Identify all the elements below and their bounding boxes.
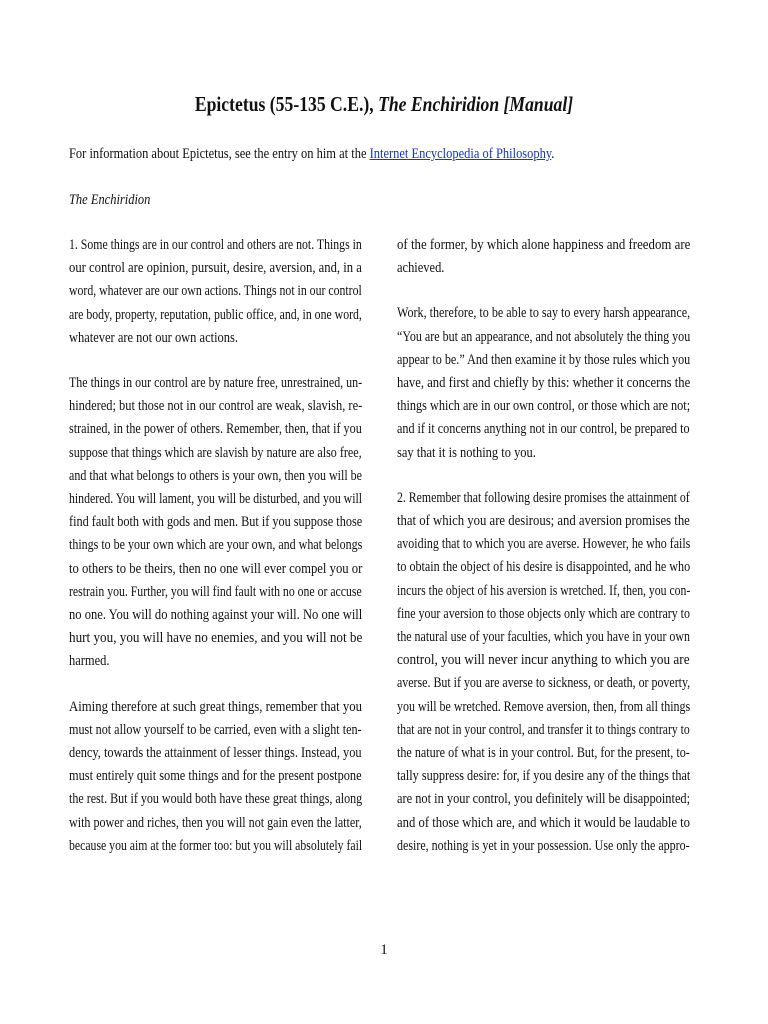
section-heading: The Enchiridion xyxy=(69,192,151,208)
paragraph xyxy=(397,302,690,464)
text-line: of the former, by which alone happiness and freedom are xyxy=(397,237,691,253)
text-line: harmed. xyxy=(69,653,110,670)
text-line: things to be your own which are your own, and what belongs xyxy=(69,537,363,554)
text-line: hindered; but those not in our control are weak, slavish, re- xyxy=(69,398,363,415)
left-column xyxy=(69,234,362,880)
text-line: no one. You will do nothing against your will. No one will xyxy=(69,607,363,624)
text-line: and of those which are, and which it would be laudable to xyxy=(397,814,691,831)
text-line: to obtain the object of his desire is disappointed, and he who xyxy=(397,559,691,576)
text-line: Work, therefore, to be able to say to every harsh appearance, xyxy=(397,305,691,322)
text-line: control, you will never incur anything to which you are xyxy=(397,652,690,669)
text-line: the nature of what is in your control. But, for the present, to- xyxy=(397,745,690,762)
title-main: Epictetus (55-135 C.E.), xyxy=(194,92,379,116)
text-line: the rest. But if you would both have these great things, along xyxy=(69,791,363,808)
paragraph xyxy=(397,234,690,280)
text-line: desire, nothing is yet in your possession. Use only the appro- xyxy=(397,837,690,854)
text-line: restrain you. Further, you will find fault with no one or accuse xyxy=(69,583,362,600)
text-line: with power and riches, then you will not gain even the latter, xyxy=(69,814,362,831)
text-line: you will be wretched. Remove aversion, then, from all things xyxy=(397,698,691,715)
text-line: hindered. You will lament, you will be disturbed, and you will xyxy=(69,491,363,508)
text-line: that of which you are desirous; and aversion promises the xyxy=(397,513,690,530)
text-line: must not allow yourself to be carried, even with a slight ten- xyxy=(69,721,362,738)
text-line: 1. Some things are in our control and others are not. Things in xyxy=(69,237,362,253)
text-line: word, whatever are our own actions. Things not in our control xyxy=(69,283,362,300)
text-line: averse. But if you are averse to sickness, or death, or poverty, xyxy=(397,675,691,692)
paragraph xyxy=(397,487,690,858)
paragraph xyxy=(69,234,362,350)
intro-text: For information about Epictetus, see the entry on him at the xyxy=(69,146,370,162)
text-line: find fault both with gods and men. But if you suppose those xyxy=(69,514,363,531)
text-line: have, and first and chiefly by this: whether it concerns the xyxy=(397,375,691,392)
text-line: that are not in your control, and transfer it to things contrary to xyxy=(397,721,690,738)
paragraph xyxy=(69,696,362,858)
right-column xyxy=(397,234,690,880)
text-line: are not in your control, you definitely will be disappointed; xyxy=(397,791,691,808)
text-line: are body, property, reputation, public office, and, in one word, xyxy=(69,306,362,323)
text-line: The things in our control are by nature free, unrestrained, un- xyxy=(69,375,363,392)
text-line: Aiming therefore at such great things, remember that you xyxy=(69,698,363,715)
text-line: to others to be theirs, then no one will ever compel you or xyxy=(69,560,363,577)
text-line: achieved. xyxy=(397,260,445,277)
iep-link[interactable]: Internet Encyclopedia of Philosophy xyxy=(369,146,552,162)
title-italic: The Enchiridion [Manual] xyxy=(378,92,574,116)
text-line: dency, towards the attainment of lesser things. Instead, you xyxy=(69,745,362,762)
text-line: tally suppress desire: for, if you desire any of the things that xyxy=(397,768,691,785)
text-line: suppose that things which are slavish by nature are also free, xyxy=(69,444,362,461)
text-line: the natural use of your faculties, which you have in your own xyxy=(397,629,690,646)
page-title xyxy=(61,92,706,117)
text-line: appear to be.” And then examine it by those rules which you xyxy=(397,351,691,368)
paragraph xyxy=(69,372,362,674)
text-line: 2. Remember that following desire promises the attainment of xyxy=(397,489,690,506)
text-line: incurs the object of his aversion is wretched. If, then, you con- xyxy=(397,582,691,599)
text-line: fine your aversion to those objects only which are contrary to xyxy=(397,605,690,622)
text-line: and that what belongs to others is your own, then you will be xyxy=(69,467,363,484)
text-line: and if it concerns anything not in our control, be prepared to xyxy=(397,421,690,438)
text-line: must entirely quit some things and for the present postpone xyxy=(69,768,362,785)
intro-period: . xyxy=(551,146,555,162)
text-line: whatever are not our own actions. xyxy=(69,329,238,346)
text-line: our control are opinion, pursuit, desire, aversion, and, in a xyxy=(69,260,362,277)
text-line: say that it is nothing to you. xyxy=(397,444,536,461)
page-number: 1 xyxy=(380,942,388,958)
text-line: “You are but an appearance, and not absolutely the thing you xyxy=(397,328,691,345)
text-line: because you aim at the former too: but you will absolutely fail xyxy=(69,837,363,854)
text-line: hurt you, you will have no enemies, and you will not be xyxy=(69,630,363,647)
text-line: avoiding that to which you are averse. However, he who fails xyxy=(397,536,691,553)
text-line: things which are in our own control, or those which are not; xyxy=(397,398,691,415)
text-line: strained, in the power of others. Remember, then, that if you xyxy=(69,421,362,438)
intro-paragraph xyxy=(69,146,554,163)
